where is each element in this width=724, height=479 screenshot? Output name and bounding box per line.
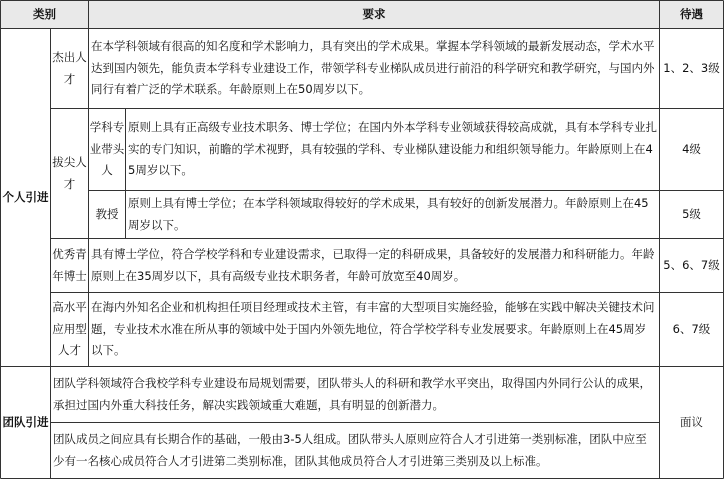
- professor-treatment: 5级: [682, 206, 701, 221]
- leader-treatment: 4级: [682, 141, 701, 156]
- young-phd-label: 优秀青年博士: [52, 247, 87, 283]
- applied-label: 高水平应用型人才: [52, 300, 87, 358]
- professor-label: 教授: [95, 206, 119, 221]
- young-phd-requirement: 具有博士学位，符合学校学科和专业建设需求，已取得一定的科研成果，具备较好的发展潜力和科研能力。年龄原则上在35周岁以下，具有高级专业技术职务者，年龄可放宽至40周岁。: [91, 247, 655, 283]
- outstanding-requirement: 在本学科领域有很高的知名度和学术影响力，具有突出的学术成果。掌握本学科领域的最新发展动态，学术水平达到国内领先，能负责本学科专业建设工作，带领学科专业梯队成员进行前沿的科学研究和教学研究，与国内外同行有着广泛的学术联系。年龄原则上在50周岁以下。: [91, 39, 655, 97]
- leader-label: 学科专业带头人: [89, 120, 125, 178]
- young-phd-treatment: 5、6、7级: [663, 257, 720, 272]
- team-requirement-2: 团队成员之间应具有长期合作的基础，一般由3-5人组成。团队带头人原则应符合人才引进第一类别标准，团队中应至少有一名核心成员符合人才引进第二类别标准，团队其他成员符合人才引进第三类别及以上标准。: [53, 432, 647, 468]
- leader-requirement: 原则上具有正高级专业技术职务、博士学位；在国内外本学科专业领域获得较高成就，具有本学科专业扎实的专门知识，前瞻的学术视野，具有较强的学科、专业梯队建设能力和组织领导能力。年龄原则上在45周岁以下。: [128, 120, 657, 178]
- team-label: 团队引进: [2, 414, 49, 429]
- applied-requirement: 在海内外知名企业和机构担任项目经理或技术主管，有丰富的大型项目实施经验，能够在实践中解决关键技术问题，专业技术水准在所从事的领域中处于国内外领先地位，符合学校学科专业发展要求。年龄原则上在45周岁以下。: [91, 300, 655, 358]
- outstanding-treatment: 1、2、3级: [663, 60, 720, 75]
- applied-treatment: 6、7级: [672, 321, 711, 336]
- individual-label: 个人引进: [2, 189, 49, 204]
- topnotch-label: 拔尖人才: [52, 155, 87, 191]
- outstanding-label: 杰出人才: [52, 50, 87, 86]
- header-requirement: 要求: [89, 1, 659, 28]
- team-treatment: 面议: [680, 414, 703, 429]
- professor-requirement: 原则上具有博士学位；在本学科领域取得较好的学术成果，具有较好的创新发展潜力。年龄原则上在45周岁以下。: [128, 196, 649, 232]
- team-requirement-1: 团队学科领域符合我校学科专业建设布局规划需要，团队带头人的科研和教学水平突出，取得国内外同行公认的成果，承担过国内外重大科技任务，解决实践领域重大难题，具有明显的创新潜力。: [53, 376, 651, 412]
- header-category: 类别: [1, 1, 88, 28]
- header-treatment: 待遇: [660, 1, 723, 28]
